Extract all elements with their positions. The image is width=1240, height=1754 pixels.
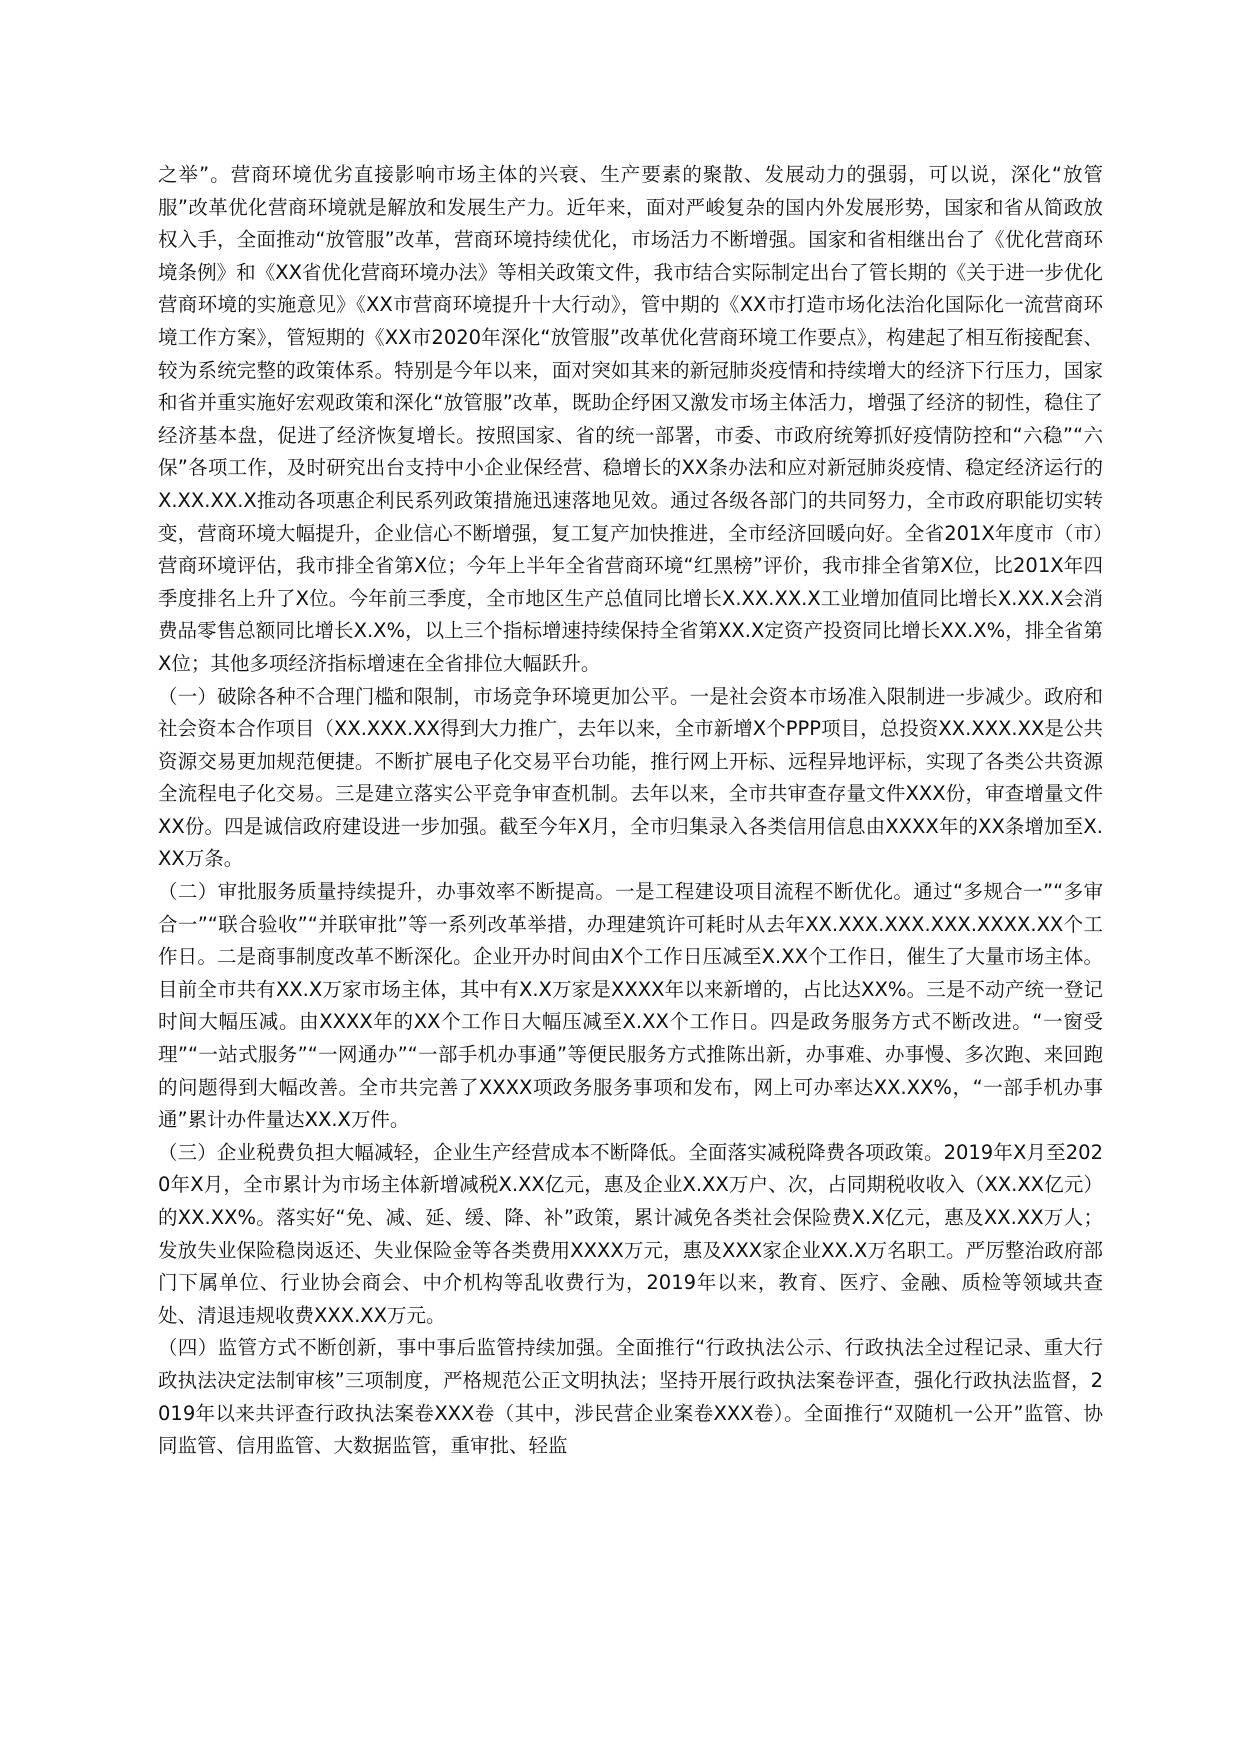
paragraph-section-3: （三）企业税费负担大幅减轻，企业生产经营成本不断降低。全面落实减税降费各项政策。2019年X月至2020年X月，全市累计为市场主体新增减税X.XX亿元，惠及企业X.XX万户、次，占同期税收收入（XX.XX亿元）的XX.XX%。落实好“免、减、延、缓、降、补”政策，累计减免各类社会保险费X.X亿元，惠及XX.XX万人；发放失业保险稳岗返还、失业保险金等各类费用XXXX万元，惠及XXX家企业XX.X万名职工。严厉整治政府部门下属单位、行业协会商会、中介机构等乱收费行为，2019年以来，教育、医疗、金融、质检等领域共查处、清退违规收费XXX.XX万元。 [158, 1140, 1103, 1327]
paragraph-intro: 之举”。营商环境优劣直接影响市场主体的兴衰、生产要素的聚散、发展动力的强弱，可以说，深化“放管服”改革优化营商环境就是解放和发展生产力。近年来，面对严峻复杂的国内外发展形势，国家和省从简政放权入手，全面推动“放管服”改革，营商环境持续优化，市场活力不断增强。国家和省相继出台了《优化营商环境条例》和《XX省优化营商环境办法》等相关政策文件，我市结合实际制定出台了管长期的《关于进一步优化营商环境的实施意见》《XX市营商环境提升十大行动》，管中期的《XX市打造市场化法治化国际化一流营商环境工作方案》，管短期的《XX市2020年深化“放管服”改革优化营商环境工作要点》，构建起了相互衔接配套、较为系统完整的政策体系。特别是今年以来，面对突如其来的新冠肺炎疫情和持续增大的经济下行压力，国家和省并重实施好宏观政策和深化“放管服”改革，既助企纾困又激发市场主体活力，增强了经济的韧性，稳住了经济基本盘，促进了经济恢复增长。按照国家、省的统一部署，市委、市政府统筹抓好疫情防控和“六稳”“六保”各项工作，及时研究出台支持中小企业保经营、稳增长的XX条办法和应对新冠肺炎疫情、稳定经济运行的X.XX.XX.X推动各项惠企利民系列政策措施迅速落地见效。通过各级各部门的共同努力，全市政府职能切实转变，营商环境大幅提升，企业信心不断增强，复工复产加快推进，全市经济回暖向好。全省201X年度市（市）营商环境评估，我市排全省第X位；今年上半年全省营商环境“红黑榜”评价，我市排全省第X位，比201X年四季度排名上升了X位。今年前三季度，全市地区生产总值同比增长X.XX.XX.X工业增加值同比增长X.XX.X会消费品零售总额同比增长X.X%，以上三个指标增速持续保持全省第XX.X定资产投资同比增长XX.X%，排全省第X位；其他多项经济指标增速在全省排位大幅跃升。 [158, 163, 1103, 675]
paragraph-section-4: （四）监管方式不断创新，事中事后监管持续加强。全面推行“行政执法公示、行政执法全过程记录、重大行政执法决定法制审核”三项制度，严格规范公正文明执法；坚持开展行政执法案卷评查，强化行政执法监督，2019年以来共评查行政执法案卷XXX卷（其中，涉民营企业案卷XXX卷）。全面推行“双随机一公开”监管、协同监管、信用监管、大数据监管，重审批、轻监 [158, 1336, 1103, 1458]
paragraph-section-2: （二）审批服务质量持续提升，办事效率不断提高。一是工程建设项目流程不断优化。通过“多规合一”“多审合一”“联合验收”“并联审批”等一系列改革举措，办理建筑许可耗时从去年XX.XXX.XXX.XXX.XXXX.XX个工作日。二是商事制度改革不断深化。企业开办时间由X个工作日压减至X.XX个工作日，催生了大量市场主体。目前全市共有XX.X万家市场主体，其中有X.X万家是XXXX年以来新增的，占比达XX%。三是不动产统一登记时间大幅压减。由XXXX年的XX个工作日大幅压减至X.XX个工作日。四是政务服务方式不断改进。“一窗受理”“一站式服务”“一网通办”“一部手机办事通”等便民服务方式推陈出新，办事难、办事慢、多次跑、来回跑的问题得到大幅改善。全市共完善了XXXX项政务服务事项和发布，网上可办率达XX.XX%，“一部手机办事通”累计办件量达XX.X万件。 [158, 880, 1103, 1132]
document-body [158, 159, 1103, 1463]
paragraph-section-1: （一）破除各种不合理门槛和限制，市场竞争环境更加公平。一是社会资本市场准入限制进一步减少。政府和社会资本合作项目（XX.XXX.XX得到大力推广，去年以来，全市新增X个PPP项目，总投资XX.XXX.XX是公共资源交易更加规范便捷。不断扩展电子化交易平台功能，推行网上开标、远程异地评标，实现了各类公共资源全流程电子化交易。三是建立落实公平竞争审查机制。去年以来，全市共审查存量文件XXX份，审查增量文件XX份。四是诚信政府建设进一步加强。截至今年X月，全市归集录入各类信用信息由XXXX年的XX条增加至X.XX万条。 [158, 684, 1103, 871]
